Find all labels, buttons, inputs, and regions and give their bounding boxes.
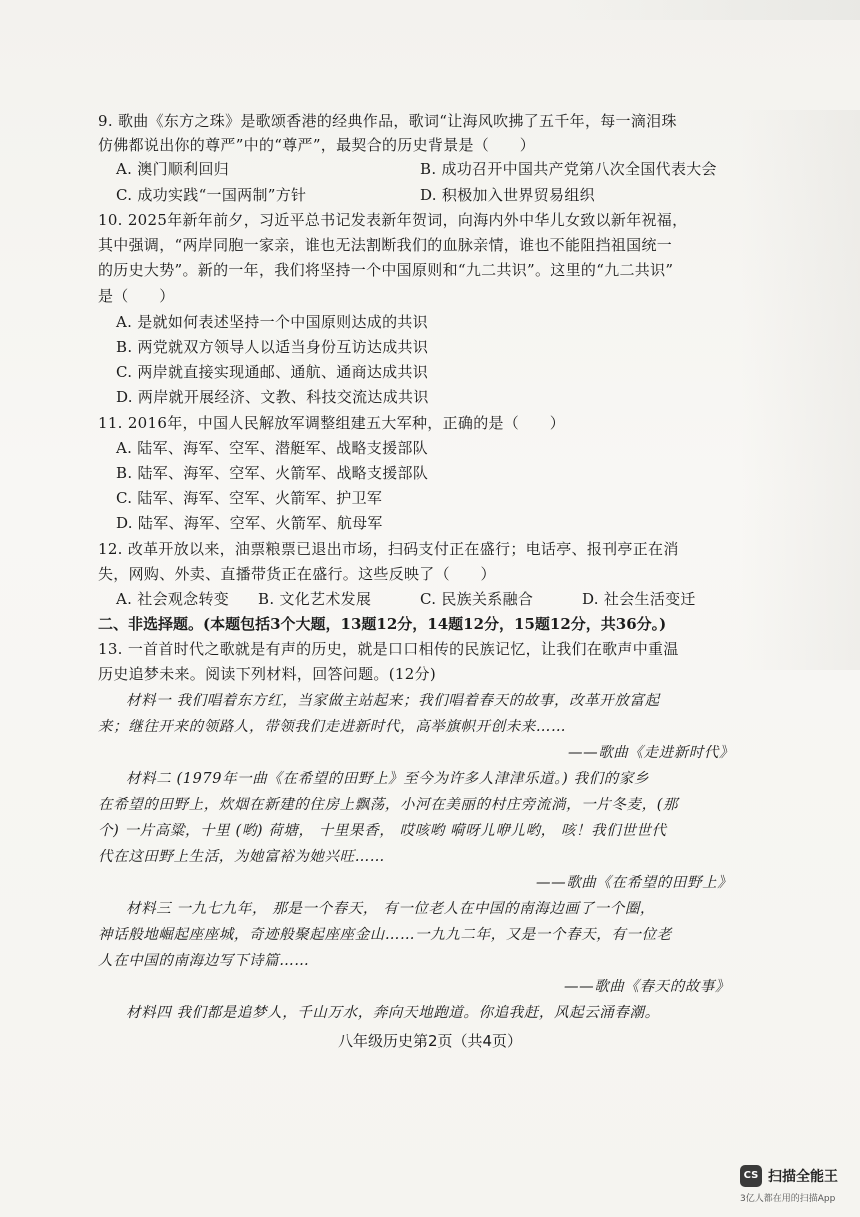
material-2-line1: 材料二 (1979年一曲《在希望的田野上》至今为许多人津津乐道。) 我们的家乡 [126, 771, 650, 787]
q12-option-a: A. 社会观念转变 [116, 590, 230, 608]
q11-option-d: D. 陆军、海军、空军、火箭军、航母军 [116, 514, 383, 532]
q11-option-b: B. 陆军、海军、空军、火箭军、战略支援部队 [116, 464, 429, 482]
material-1-line1: 材料一 我们唱着东方红，当家做主站起来；我们唱着春天的故事，改革开放富起 [126, 693, 660, 709]
q12-stem-line1: 12. 改革开放以来，油票粮票已退出市场，扫码支付正在盛行；电话亭、报刊亭正在消 [98, 540, 679, 558]
q10-stem-line2: 其中强调，“两岸同胞一家亲，谁也无法割断我们的血脉亲情，谁也不能阻挡祖国统一 [98, 236, 673, 254]
q9-option-c: C. 成功实践“一国两制”方针 [116, 186, 307, 204]
q12-option-b: B. 文化艺术发展 [258, 590, 372, 608]
material-3-line3: 人在中国的南海边写下诗篇…… [98, 953, 310, 969]
q10-stem-line1: 10. 2025年新年前夕，习近平总书记发表新年贺词，向海内外中华儿女致以新年祝福， [98, 211, 688, 229]
q11-stem: 11. 2016年，中国人民解放军调整组建五大军种，正确的是（ ） [98, 414, 565, 432]
q11-option-c: C. 陆军、海军、空军、火箭军、护卫军 [116, 489, 383, 507]
material-2-line2: 在希望的田野上，炊烟在新建的住房上飘荡，小河在美丽的村庄旁流淌，一片冬麦，(那 [98, 797, 679, 813]
camscanner-tagline: 3亿人都在用的扫描App [740, 1194, 836, 1204]
page-footer: 八年级历史第2页（共4页） [337, 1032, 523, 1050]
material-2-source: ——歌曲《在希望的田野上》 [536, 875, 733, 891]
material-1-line2: 来；继往开来的领路人，带领我们走进新时代，高举旗帜开创未来…… [98, 719, 567, 735]
q11-option-a: A. 陆军、海军、空军、潜艇军、战略支援部队 [116, 439, 428, 457]
q9-stem-line1: 9. 歌曲《东方之珠》是歌颂香港的经典作品，歌词“让海风吹拂了五千年，每一滴泪珠 [98, 112, 677, 130]
q10-stem-line3: 的历史大势”。新的一年，我们将坚持一个中国原则和“九二共识”。这里的“九二共识” [98, 261, 674, 279]
q9-option-a: A. 澳门顺利回归 [116, 160, 230, 178]
material-2-line4: 代在这田野上生活，为她富裕为她兴旺…… [98, 849, 385, 865]
q13-stem-line1: 13. 一首首时代之歌就是有声的历史，就是口口相传的民族记忆，让我们在歌声中重温 [98, 640, 679, 658]
q10-option-b: B. 两党就双方领导人以适当身份互访达成共识 [116, 338, 429, 356]
material-4-line1: 材料四 我们都是追梦人，千山万水，奔向天地跑道。你追我赶，风起云涌春潮。 [126, 1005, 660, 1021]
scan-edge [560, 0, 860, 20]
q9-option-b: B. 成功召开中国共产党第八次全国代表大会 [420, 160, 717, 178]
material-3-line1: 材料三 一九七九年， 那是一个春天， 有一位老人在中国的南海边画了一个圈， [126, 901, 656, 917]
material-1-source: ——歌曲《走进新时代》 [568, 745, 735, 761]
q12-stem-line2: 失，网购、外卖、直播带货正在盛行。这些反映了（ ） [98, 565, 496, 583]
q9-option-d: D. 积极加入世界贸易组织 [420, 186, 595, 204]
material-3-line2: 神话般地崛起座座城，奇迹般聚起座座金山……一九九二年，又是一个春天，有一位老 [98, 927, 672, 943]
q12-option-d: D. 社会生活变迁 [582, 590, 696, 608]
camscanner-name: 扫描全能王 [768, 1169, 838, 1185]
camscanner-logo-icon: CS [740, 1165, 762, 1187]
material-3-source: ——歌曲《春天的故事》 [564, 979, 731, 995]
q13-stem-line2: 历史追梦未来。阅读下列材料，回答问题。(12分) [98, 665, 436, 683]
camscanner-watermark [740, 1165, 850, 1205]
section-2-heading: 二、非选择题。(本题包括3个大题，13题12分，14题12分，15题12分，共36分。) [98, 615, 667, 633]
q10-option-c: C. 两岸就直接实现通邮、通航、通商达成共识 [116, 363, 429, 381]
q10-option-a: A. 是就如何表述坚持一个中国原则达成的共识 [116, 313, 428, 331]
q12-option-c: C. 民族关系融合 [420, 590, 534, 608]
material-2-line3: 个) 一片高粱，十里 (哟) 荷塘， 十里果香， 哎咳哟 嗬呀儿咿儿哟， 咳！我们世世代 [98, 823, 667, 839]
q10-option-d: D. 两岸就开展经济、文教、科技交流达成共识 [116, 388, 429, 406]
q10-stem-line4: 是（ ） [98, 287, 175, 305]
q9-stem-line2: 仿佛都说出你的尊严”中的“尊严”，最契合的历史背景是（ ） [98, 136, 536, 154]
